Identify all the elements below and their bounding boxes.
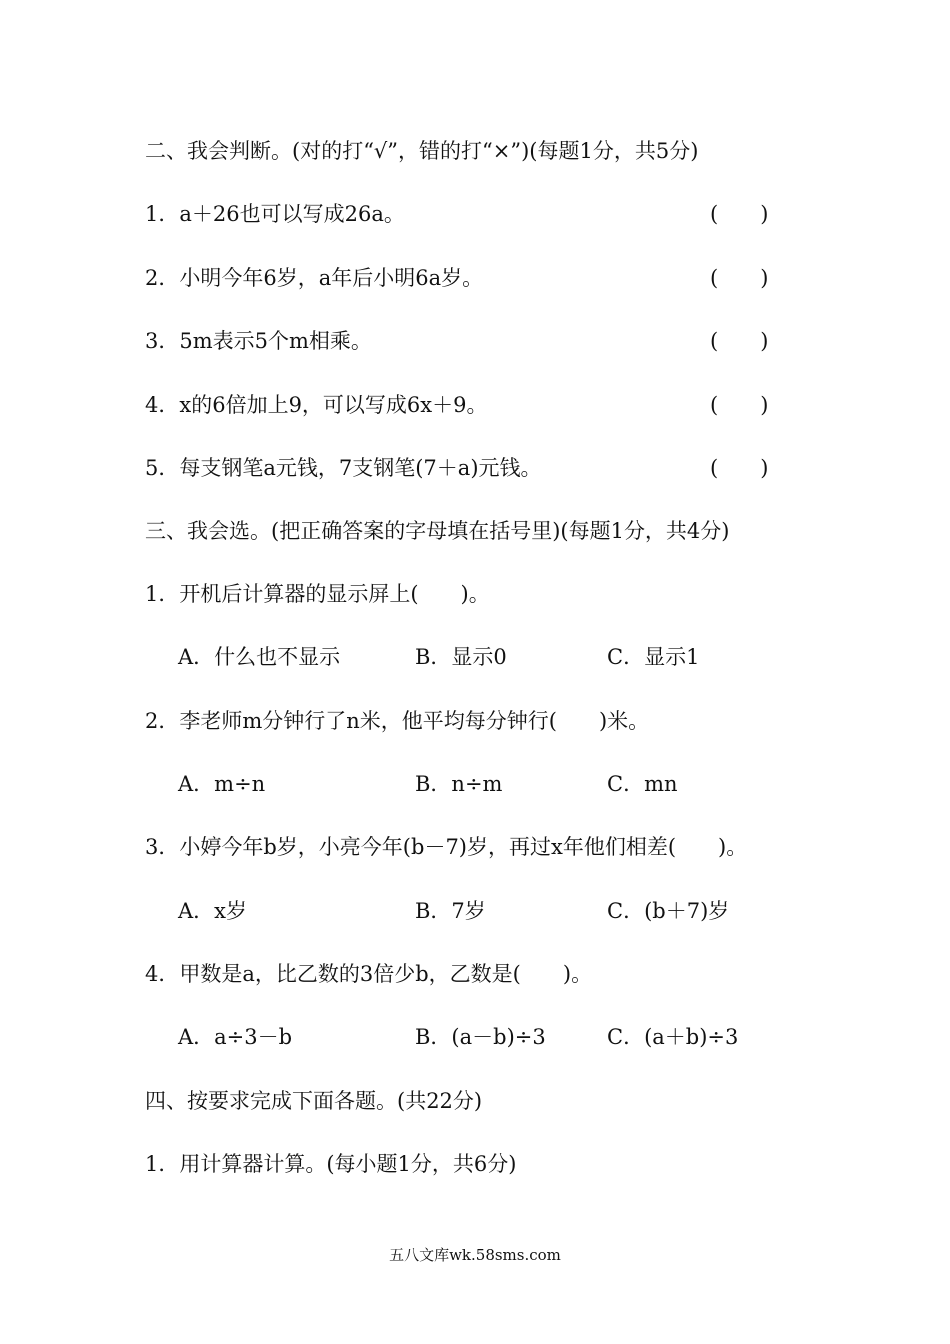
section-2-heading: 二、我会判断。(对的打“√”，错的打“×”)(每题1分，共5分)	[145, 139, 699, 163]
option-3-b: B．7岁	[415, 899, 486, 923]
option-4-a: A．a÷3－b	[178, 1025, 293, 1049]
choice-question-1: 1．开机后计算器的显示屏上( )。	[145, 582, 490, 606]
section-3-heading: 三、我会选。(把正确答案的字母填在括号里)(每题1分，共4分)	[145, 519, 730, 543]
judge-item-4: 4．x的6倍加上9，可以写成6x＋9。	[145, 393, 488, 417]
option-4-c: C．(a＋b)÷3	[607, 1025, 739, 1049]
judge-item-1: 1．a＋26也可以写成26a。	[145, 202, 405, 226]
choice-question-3: 3．小婷今年b岁，小亮今年(b－7)岁，再过x年他们相差( )。	[145, 835, 748, 859]
answer-blank-3[interactable]: ( )	[710, 329, 769, 353]
answer-blank-1[interactable]: ( )	[710, 202, 769, 226]
option-1-b: B．显示0	[415, 645, 507, 669]
section-4-heading: 四、按要求完成下面各题。(共22分)	[145, 1089, 483, 1113]
judge-item-2: 2．小明今年6岁，a年后小明6a岁。	[145, 266, 484, 290]
option-3-c: C．(b＋7)岁	[607, 899, 730, 923]
answer-blank-4[interactable]: ( )	[710, 393, 769, 417]
section-4-sub-1: 1．用计算器计算。(每小题1分，共6分)	[145, 1152, 517, 1176]
option-1-a: A．什么也不显示	[178, 645, 341, 669]
judge-item-5: 5．每支钢笔a元钱，7支钢笔(7＋a)元钱。	[145, 456, 542, 480]
answer-blank-5[interactable]: ( )	[710, 456, 769, 480]
option-2-c: C．mn	[607, 772, 678, 796]
footer-watermark: 五八文库wk.58sms.com	[389, 1246, 561, 1264]
choice-question-4: 4．甲数是a，比乙数的3倍少b，乙数是( )。	[145, 962, 593, 986]
option-2-b: B．n÷m	[415, 772, 503, 796]
answer-blank-2[interactable]: ( )	[710, 266, 769, 290]
choice-question-2: 2．李老师m分钟行了n米，他平均每分钟行( )米。	[145, 709, 650, 733]
option-1-c: C．显示1	[607, 645, 700, 669]
option-3-a: A．x岁	[178, 899, 248, 923]
judge-item-3: 3．5m表示5个m相乘。	[145, 329, 372, 353]
option-2-a: A．m÷n	[178, 772, 266, 796]
option-4-b: B．(a－b)÷3	[415, 1025, 546, 1049]
